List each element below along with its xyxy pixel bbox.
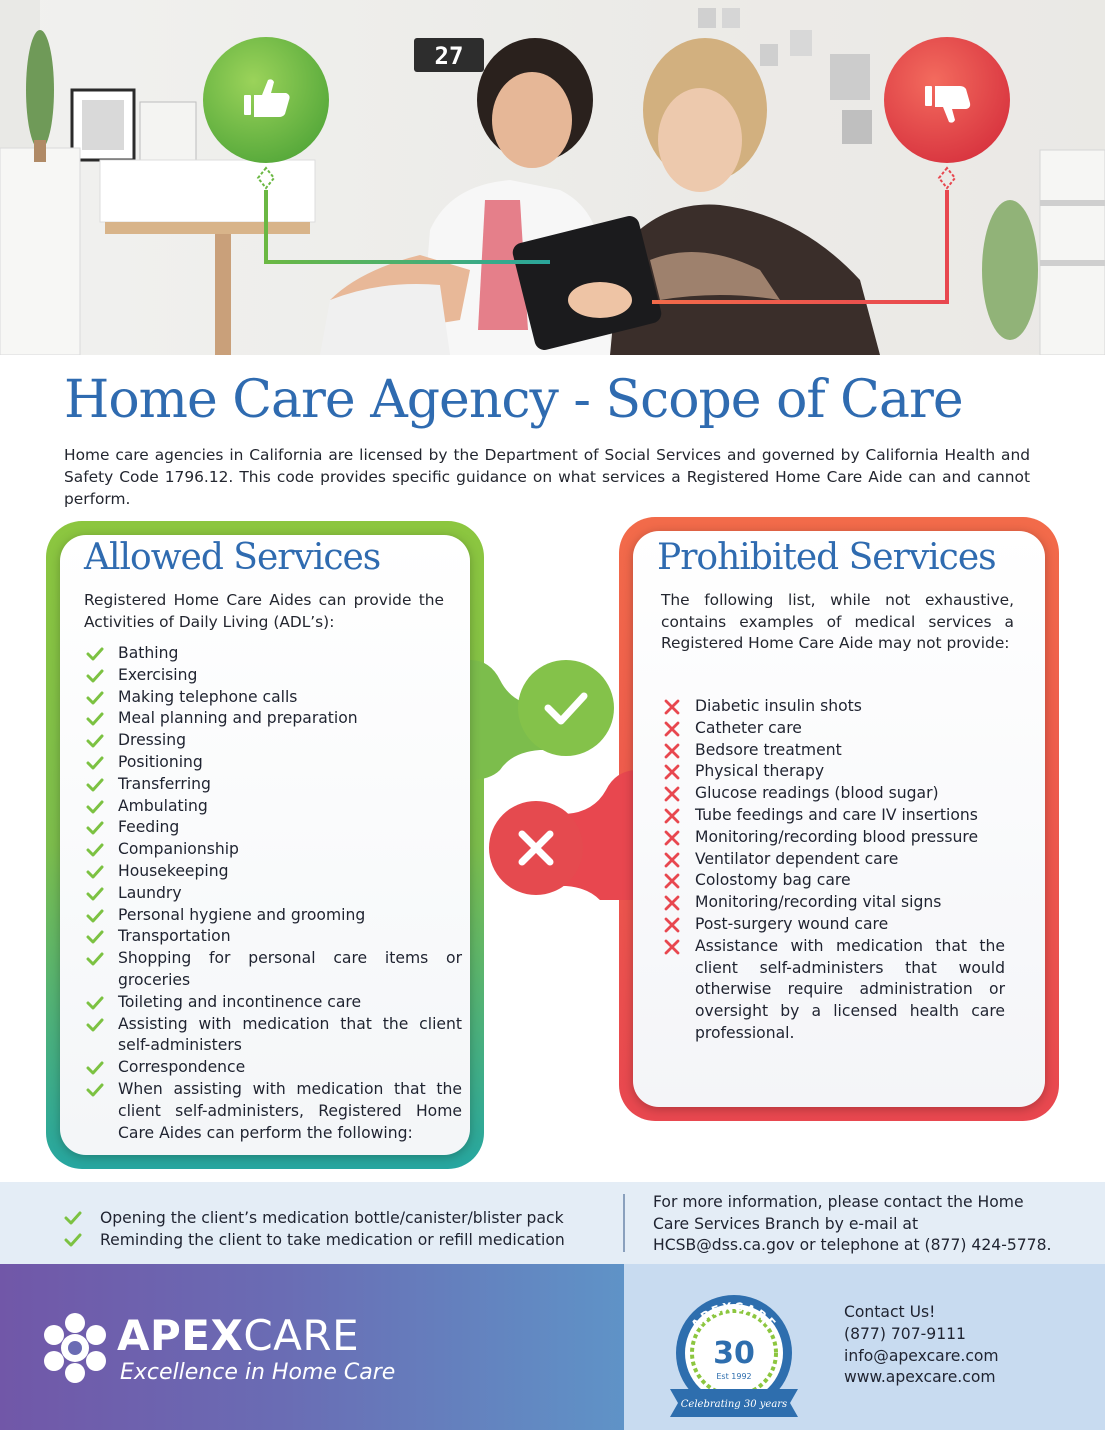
- list-item-label: Ambulating: [118, 796, 208, 815]
- list-item: [661, 892, 1005, 914]
- list-item-label: Glucose readings (blood sugar): [695, 784, 939, 803]
- list-item: [84, 948, 462, 992]
- check-icon: [86, 754, 104, 772]
- check-icon: [86, 710, 104, 728]
- list-item-label: Feeding: [118, 818, 180, 837]
- check-icon: [86, 732, 104, 750]
- list-item-label: Catheter care: [695, 718, 802, 737]
- strip-divider: [623, 1194, 625, 1252]
- allowed-list: [84, 643, 462, 1144]
- list-item-label: Diabetic insulin shots: [695, 697, 862, 715]
- list-item-label: Housekeeping: [118, 861, 229, 880]
- check-icon: [86, 863, 104, 881]
- apexcare-flower-logo-icon: [40, 1313, 110, 1383]
- medication-task-list: [64, 1207, 565, 1251]
- list-item: [84, 708, 462, 730]
- check-icon: [86, 950, 104, 968]
- more-info-text: For more information, please contact the Home Care Services Branch by e-mail at HCSB@dss.ca.gov or telephone at (877) 424-5778.: [653, 1193, 1052, 1255]
- list-item-label: Toileting and incontinence care: [118, 992, 362, 1011]
- list-item-label: Reminding the client to take medication or refill medication: [100, 1231, 565, 1249]
- list-item-label: Post-surgery wound care: [695, 914, 889, 933]
- x-icon: [663, 829, 681, 847]
- contact-email[interactable]: info@apexcare.com: [844, 1346, 999, 1365]
- list-item: [661, 805, 1005, 827]
- hero-photo: [0, 0, 1105, 355]
- list-item: [84, 883, 462, 905]
- seal-number: 30: [713, 1336, 755, 1371]
- check-icon: [86, 819, 104, 837]
- list-item: [84, 643, 462, 665]
- list-item-label: Personal hygiene and grooming: [118, 905, 366, 924]
- check-icon: [86, 1081, 104, 1099]
- list-item: [661, 761, 1005, 783]
- list-item-label: Bedsore treatment: [695, 740, 842, 759]
- list-item: [84, 730, 462, 752]
- list-item-label: Colostomy bag care: [695, 871, 851, 890]
- list-item: [661, 870, 1005, 892]
- contact-phone[interactable]: (877) 707-9111: [844, 1324, 966, 1343]
- list-item: [64, 1207, 565, 1229]
- allowed-panel: [60, 535, 470, 1155]
- list-item-label: Transferring: [118, 774, 211, 793]
- anniversary-seal: [664, 1287, 804, 1427]
- prohibited-panel: [633, 531, 1045, 1107]
- x-icon: [663, 698, 681, 716]
- prohibited-subheading: The following list, while not exhaustive, contains examples of medical services a Registered Home Care Aide may not provide:: [661, 591, 1014, 652]
- list-item: [84, 752, 462, 774]
- list-item: [84, 774, 462, 796]
- contact-block: [844, 1302, 999, 1389]
- brand-tagline: Excellence in Home Care: [120, 1360, 396, 1385]
- check-icon: [64, 1231, 82, 1249]
- x-icon: [663, 916, 681, 934]
- calendar-digits: 27: [434, 42, 464, 70]
- list-item: [661, 827, 1005, 849]
- list-item-label: Monitoring/recording blood pressure: [695, 827, 979, 846]
- list-item: [661, 914, 1005, 936]
- list-item: [84, 1014, 462, 1058]
- list-item: [84, 905, 462, 927]
- list-item: [661, 849, 1005, 871]
- list-item-label: Assistance with medication that the client self-administers that would otherwise require administration or oversight by a licensed health care professional.: [695, 936, 1005, 1042]
- list-item-label: Transportation: [118, 927, 231, 946]
- intro-paragraph: Home care agencies in California are licensed by the Department of Social Services and governed by California Health and Safety Code 1796.12. This code provides specific guidance on what services a Registered Home Care Aide can and cannot perform.: [64, 446, 1030, 508]
- prohibited-heading: Prohibited Services: [657, 537, 996, 578]
- seal-established: Est 1992: [716, 1372, 752, 1381]
- check-connector: [470, 640, 620, 780]
- list-item: [84, 992, 462, 1014]
- list-item-label: Bathing: [118, 644, 179, 662]
- prohibited-list: [661, 696, 1005, 1045]
- list-item-label: Meal planning and preparation: [118, 709, 358, 728]
- allowed-subheading: Registered Home Care Aides can provide the Activities of Daily Living (ADL’s):: [84, 591, 444, 631]
- list-item-label: Exercising: [118, 665, 198, 684]
- list-item: [84, 817, 462, 839]
- list-item: [84, 926, 462, 948]
- x-icon: [663, 807, 681, 825]
- x-icon: [663, 742, 681, 760]
- check-icon: [86, 1059, 104, 1077]
- check-icon: [64, 1209, 82, 1227]
- check-icon: [86, 994, 104, 1012]
- list-item: [661, 783, 1005, 805]
- x-icon: [663, 785, 681, 803]
- list-item: [64, 1229, 565, 1251]
- check-icon: [86, 841, 104, 859]
- list-item-label: Correspondence: [118, 1058, 246, 1077]
- contact-heading: Contact Us!: [844, 1303, 936, 1321]
- list-item-label: Opening the client’s medication bottle/canister/blister pack: [100, 1209, 564, 1227]
- list-item: [84, 839, 462, 861]
- check-icon: [86, 645, 104, 663]
- list-item: [84, 687, 462, 709]
- list-item-label: Tube feedings and care IV insertions: [695, 805, 978, 824]
- check-icon: [86, 689, 104, 707]
- list-item-label: Ventilator dependent care: [695, 849, 899, 868]
- seal-arc-text: APEXCARE: [688, 1299, 780, 1332]
- check-icon: [86, 885, 104, 903]
- list-item: [84, 796, 462, 818]
- list-item: [84, 861, 462, 883]
- list-item-label: Shopping for personal care items or groceries: [118, 949, 462, 989]
- allowed-heading: Allowed Services: [84, 537, 381, 578]
- list-item-label: Laundry: [118, 883, 182, 902]
- list-item-label: Dressing: [118, 731, 187, 750]
- brand-name: APEXCARE: [117, 1311, 360, 1360]
- list-item-label: When assisting with medication that the client self-administers, Registered Home Care Aides can perform the following:: [118, 1079, 462, 1142]
- x-connector: [488, 760, 638, 900]
- list-item-label: Making telephone calls: [118, 687, 298, 706]
- x-icon: [663, 938, 681, 956]
- hero-illustration: [0, 0, 1105, 355]
- list-item: [84, 1057, 462, 1079]
- list-item: [84, 665, 462, 687]
- list-item-label: Companionship: [118, 840, 239, 859]
- check-icon: [86, 1016, 104, 1034]
- list-item: [661, 740, 1005, 762]
- check-icon: [86, 667, 104, 685]
- x-icon: [663, 720, 681, 738]
- list-item: [661, 936, 1005, 1045]
- list-item: [661, 718, 1005, 740]
- x-icon: [663, 872, 681, 890]
- check-icon: [86, 928, 104, 946]
- check-icon: [86, 776, 104, 794]
- contact-website[interactable]: www.apexcare.com: [844, 1368, 996, 1387]
- check-icon: [86, 798, 104, 816]
- page-title: Home Care Agency - Scope of Care: [64, 370, 963, 430]
- list-item-label: Assisting with medication that the client self-administers: [118, 1014, 462, 1055]
- list-item-label: Positioning: [118, 752, 203, 771]
- seal-ribbon: Celebrating 30 years: [680, 1399, 788, 1410]
- list-item: [661, 696, 1005, 718]
- list-item-label: Physical therapy: [695, 762, 825, 781]
- x-icon: [663, 894, 681, 912]
- check-icon: [86, 907, 104, 925]
- x-icon: [663, 763, 681, 781]
- list-item-label: Monitoring/recording vital signs: [695, 893, 942, 912]
- list-item: [84, 1079, 462, 1144]
- x-icon: [663, 851, 681, 869]
